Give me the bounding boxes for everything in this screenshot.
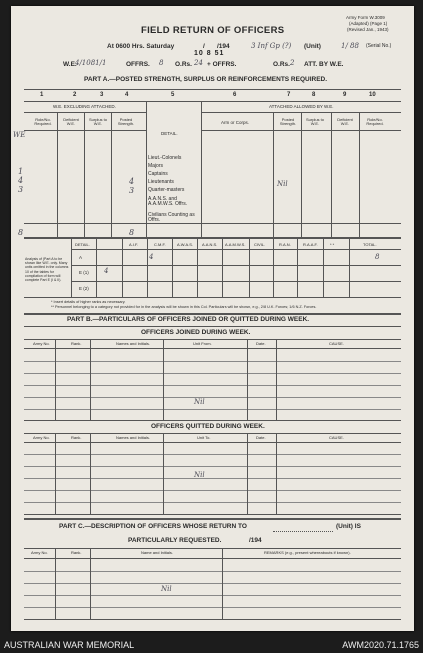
quitted-col-cause: CAUSE. — [329, 435, 344, 440]
header-year: /194 — [217, 43, 230, 50]
footnote-2: ** Personnel belonging to a category not provided for in the analysis will be shown in this Col. Particulars will be shown, e.g., 2/8 U.K. Forces; 1/6 N.Z. Forces. — [51, 305, 317, 309]
analysis-head-detail: DETAIL. — [75, 242, 90, 247]
part-a-heading: PART A.—POSTED STRENGTH, SURPLUS OR REINFORCEMENTS REQUIRED. — [84, 76, 328, 83]
ors-handwriting: 24 — [194, 59, 203, 67]
col-head-8: Surplus to W.E. — [305, 117, 324, 126]
hw-row1: 1 — [18, 167, 24, 176]
hw-col4-a: 4 — [129, 177, 135, 186]
analysis-head-aans: A.A.N.S. — [202, 242, 218, 247]
hw-detail-b: 4 — [104, 267, 109, 275]
quitted-col-armyno: Army No. — [33, 435, 50, 440]
hw-detail-a: 4 — [149, 253, 154, 261]
col-head-2: Deficient W.E. — [63, 117, 79, 126]
form-id-line3: (Revised Jan., 1943) — [347, 27, 389, 32]
joined-col-cause: CAUSE. — [329, 341, 344, 346]
rank-lieutenants: Lieutenants — [148, 179, 174, 185]
form-id-line2: (Adapted) (Page 1) — [349, 21, 388, 26]
col-num-2: 2 — [73, 92, 77, 98]
joined-heading: OFFICERS JOINED DURING WEEK. — [141, 329, 251, 336]
hw-quitted-nil: Nil — [194, 471, 205, 479]
hw-col4-b: 3 — [129, 186, 135, 195]
hw-nil-a: Nil — [277, 180, 288, 188]
quitted-col-unit: Unit To. — [197, 435, 211, 440]
analysis-head-other: * * — [330, 242, 335, 247]
joined-col-names: Names and Initials. — [116, 341, 151, 346]
rank-aans: A.A.N.S. and A.A.M.W.S. Offrs. — [148, 196, 188, 207]
part-b-heading: PART B.—PARTICULARS OF OFFICERS JOINED OR QUITTED DURING WEEK. — [67, 316, 310, 323]
hw-total: 8 — [18, 228, 24, 237]
form-id-line1: Army Form W.3009 — [346, 15, 385, 20]
unit-name-handwriting: 3 Inf Gp (?) — [251, 42, 292, 50]
rank-majors: Majors — [148, 163, 164, 169]
serial-handwriting: 1/ 88 — [341, 42, 359, 50]
hw-total-right: 8 — [375, 253, 380, 261]
part-c-col-armyno: Army No. — [31, 550, 48, 555]
header-ors-label: O.Rs. — [175, 61, 192, 68]
we-number-handwriting: 4/1081/1 — [75, 59, 107, 67]
col-head-3: Surplus to W.E. — [88, 117, 107, 126]
hw-joined-nil: Nil — [194, 398, 205, 406]
offrs-handwriting: 8 — [159, 59, 164, 67]
analysis-head-aif: A.I.F. — [129, 242, 139, 247]
part-c-col-name: Name and Initials. — [141, 550, 174, 555]
col-num-7: 7 — [287, 92, 291, 98]
joined-col-rank: Rank. — [71, 341, 82, 346]
hw-we: WE — [13, 131, 26, 139]
hw-row2: 4 — [18, 176, 24, 185]
we-excluding-attached: W.E. EXCLUDING ATTACHED. — [53, 104, 116, 109]
header-unit: (Unit) — [304, 43, 321, 50]
header-we-label: W.E. — [63, 61, 77, 68]
col-num-3: 3 — [100, 92, 104, 98]
analysis-row-e1: E (1) — [79, 270, 89, 275]
analysis-row-e2: E (2) — [79, 286, 89, 291]
ors2-handwriting: 2 — [290, 59, 295, 67]
part-c-col-rank: Rank. — [71, 550, 82, 555]
analysis-head-aamws: A.A.M.W.S. — [225, 242, 246, 247]
hw-total-b: 8 — [129, 228, 135, 237]
form-paper — [11, 6, 414, 631]
analysis-head-total: TOTAL. — [363, 242, 377, 247]
rank-qm: Quarter-masters — [148, 187, 185, 193]
joined-col-armyno: Army No. — [33, 341, 50, 346]
col-head-10: Role/No. Required. — [366, 117, 384, 126]
col-num-4: 4 — [125, 92, 129, 98]
col-head-9: Deficient W.E. — [337, 117, 353, 126]
header-offrs-label: OFFRS. — [126, 61, 150, 68]
joined-col-unit: Unit From. — [193, 341, 212, 346]
quitted-col-date: Date. — [256, 435, 266, 440]
rank-captains: Captains — [148, 171, 168, 177]
col-num-8: 8 — [312, 92, 316, 98]
date-stamp: 10 8 51 — [194, 50, 225, 57]
col-num-5: 5 — [171, 92, 175, 98]
part-c-unit: (Unit) IS — [336, 523, 361, 530]
part-c-col-remarks: REMARKS (e.g., present whereabouts if known). — [264, 550, 351, 555]
form-title: FIELD RETURN OF OFFICERS — [141, 25, 285, 36]
analysis-head-awas: A.W.A.S. — [177, 242, 194, 247]
joined-col-date: Date. — [256, 341, 266, 346]
col-head-1: Role/No. Required. — [34, 117, 52, 126]
quitted-col-rank: Rank. — [71, 435, 82, 440]
col-head-7: Posted Strength. — [279, 117, 297, 126]
attached-allowed: ATTACHED ALLOWED BY W.E. — [269, 104, 334, 109]
footnote-1: * Insert details of higher ranks as necessary. — [51, 300, 126, 304]
analysis-head-ran: R.A.N. — [279, 242, 291, 247]
header-at-label: At 0600 Hrs. Saturday — [107, 43, 175, 50]
col-head-6: Arm or Corps. — [221, 120, 250, 125]
col-head-5: DETAIL. — [161, 131, 178, 136]
col-num-1: 1 — [40, 92, 44, 98]
analysis-head-raaf: R.A.A.F. — [303, 242, 318, 247]
part-c-heading: PART C.—DESCRIPTION OF OFFICERS WHOSE RETURN TO — [59, 523, 247, 530]
header-slash: / — [203, 43, 205, 50]
footer-institution: AUSTRALIAN WAR MEMORIAL — [4, 640, 135, 650]
hw-row3: 3 — [18, 185, 24, 194]
footer-accession: AWM2020.71.1765 — [342, 640, 419, 650]
analysis-head-civil: CIVIL. — [254, 242, 266, 247]
col-num-10: 10 — [369, 92, 376, 98]
hw-part-c-nil: Nil — [161, 585, 172, 593]
col-head-4: Posted Strength. — [117, 117, 135, 126]
quitted-heading: OFFICERS QUITTED DURING WEEK. — [151, 423, 265, 430]
part-c-requested: PARTICULARLY REQUESTED. — [128, 537, 222, 544]
quitted-col-names: Names and Initials. — [116, 435, 151, 440]
col-num-9: 9 — [343, 92, 347, 98]
analysis-note: Analysis of (Part A to be shown like W.E. only. Many units omitted in the columns 10 of the tables for compilation of form will complete Part E (I & II). — [25, 257, 69, 282]
header-att-label: ATT. BY W.E. — [304, 61, 344, 68]
rank-civilians: Civilians Counting as Offrs. — [148, 212, 195, 223]
header-offrs2-label: + OFFRS. — [207, 61, 237, 68]
rank-lt-col: Lieut.-Colonels — [148, 155, 182, 161]
col-num-6: 6 — [233, 92, 237, 98]
header-serial-label: (Serial No.) — [366, 43, 392, 49]
analysis-head-cmf: C.M.F. — [154, 242, 166, 247]
part-c-date: /194 — [249, 537, 262, 544]
header-ors2-label: O.Rs. — [273, 61, 290, 68]
analysis-row-a: A — [79, 255, 83, 260]
